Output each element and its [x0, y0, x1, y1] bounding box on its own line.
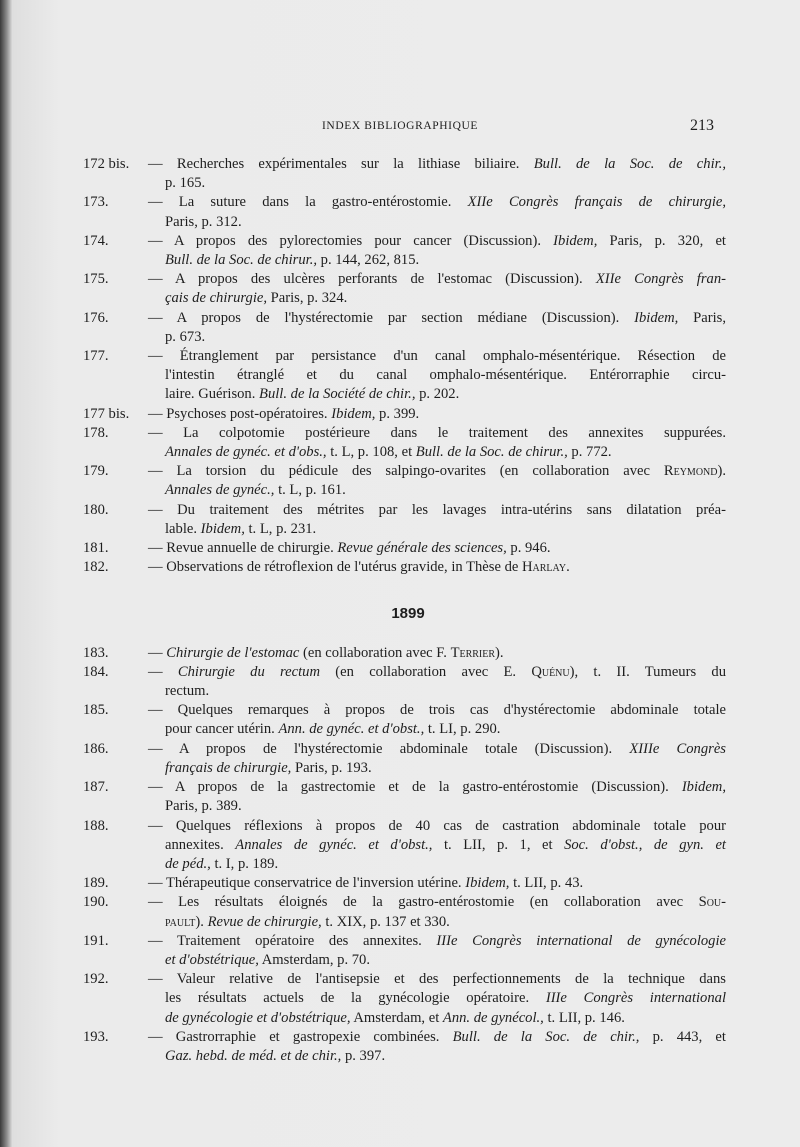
citation-title: Ibidem, [465, 875, 510, 892]
bibliography-entry [0, 232, 800, 270]
citation-title: Revue de chirurgie, [207, 913, 322, 930]
entry-line: les résultats actuels de la gynécologie opératoire. IIIe Congrès international [165, 990, 726, 1007]
entry-line: p. 165. [165, 175, 206, 192]
bibliography-entry [0, 462, 800, 500]
entry-line: et d'obstétrique, Amsterdam, p. 70. [165, 951, 370, 968]
citation-title: Annales de gynéc. et d'obst., [235, 836, 433, 853]
entry-number: 182. [83, 559, 109, 576]
entry-number: 178. [83, 424, 109, 441]
running-head [0, 117, 800, 138]
citation-title: Ibidem, [553, 232, 598, 249]
citation-title: Bull. de la Soc. de chir., [452, 1028, 640, 1045]
entry-line: — Traitement opératoire des annexites. IIIe Congrès international de gynécologie [148, 932, 726, 949]
citation-title: çais de chirurgie, [165, 290, 267, 307]
bibliography-entry [0, 405, 800, 424]
running-head-title: INDEX BIBLIOGRAPHIQUE [322, 120, 479, 132]
citation-title: IIIe Congrès international de gynécologie [436, 932, 726, 949]
bibliography-entry [0, 701, 800, 739]
entry-number: 177 bis. [83, 405, 130, 422]
bibliography-entry [0, 970, 800, 1028]
entry-line: — Gastrorraphie et gastropexie combinées. Bull. de la Soc. de chir., p. 443, et [148, 1028, 726, 1045]
author-name: Reymond [663, 463, 718, 480]
entry-line: Annales de gynéc. et d'obs., t. L, p. 108, et Bull. de la Soc. de chirur., p. 772. [165, 444, 612, 461]
entry-number: 172 bis. [83, 156, 130, 172]
entry-line: de péd., t. I, p. 189. [165, 855, 279, 872]
entry-number: 193. [83, 1028, 109, 1045]
citation-title: Soc. d'obst., de gyn. et [564, 836, 726, 853]
entry-line: de gynécologie et d'obstétrique, Amsterdam, et Ann. de gynécol., t. LII, p. 146. [165, 1009, 625, 1026]
bibliography-entry [0, 539, 800, 558]
bibliography-entry [0, 663, 800, 701]
citation-title: et d'obstétrique, [165, 951, 259, 968]
entry-line: Paris, p. 389. [165, 798, 242, 815]
citation-title: Annales de gynéc., [165, 482, 275, 499]
entry-line: — Observations de rétroflexion de l'utérus gravide, in Thèse de Harlay. [148, 559, 570, 576]
entry-line: laire. Guérison. Bull. de la Société de chir., p. 202. [165, 386, 460, 403]
bibliography-entry [0, 778, 800, 816]
entry-line: — Quelques réflexions à propos de 40 cas de castration abdominale totale pour [148, 817, 726, 834]
entry-number: 190. [83, 894, 109, 911]
year-heading: 1899 [391, 605, 425, 623]
entry-line: — La torsion du pédicule des salpingo-ovarites (en collaboration avec Reymond). [148, 463, 726, 480]
bibliography-entry [0, 932, 800, 970]
author-name: Terrier [450, 644, 496, 661]
entry-line: Paris, p. 312. [165, 213, 242, 230]
entry-line: — Thérapeutique conservatrice de l'inversion utérine. Ibidem, t. LII, p. 43. [148, 875, 584, 892]
bibliography-entry [0, 817, 800, 875]
entry-line: — La suture dans la gastro-entérostomie. XIIe Congrès français de chirurgie, [148, 194, 727, 211]
citation-title: Bull. de la Soc. de chirur., [165, 252, 317, 269]
citation-title: Annales de gynéc. et d'obs., [165, 444, 327, 461]
entry-line: — A propos des ulcères perforants de l'estomac (Discussion). XIIe Congrès fran- [148, 271, 726, 288]
bibliography-entry [0, 501, 800, 539]
citation-title: de péd., [165, 855, 211, 872]
entry-number: 174. [83, 232, 109, 249]
entry-line: — A propos de l'hystérectomie abdominale totale (Discussion). XIIIe Congrès [148, 740, 726, 757]
citation-title: IIIe Congrès international [545, 990, 726, 1007]
citation-title: Gaz. hebd. de méd. et de chir., [165, 1047, 342, 1064]
entries-1899 [0, 644, 800, 1066]
entry-line: lable. Ibidem, t. L, p. 231. [165, 520, 317, 537]
entry-number: 175. [83, 271, 109, 288]
entry-line: rectum. [165, 683, 210, 700]
citation-title: Revue générale des sciences, [337, 540, 507, 557]
entry-line: pault). Revue de chirurgie, t. XIX, p. 137 et 330. [165, 913, 450, 930]
author-name: Harlay [522, 559, 567, 576]
entry-line: Annales de gynéc., t. L, p. 161. [165, 482, 346, 499]
entry-line: — Psychoses post-opératoires. Ibidem, p. 399. [148, 405, 420, 422]
bibliography-entry [0, 193, 800, 231]
entry-line: — Valeur relative de l'antisepsie et des perfectionnements de la technique dans [148, 971, 726, 988]
citation-title: XIIIe Congrès [629, 740, 726, 757]
entry-number: 181. [83, 540, 109, 557]
citation-title: Ann. de gynécol., [442, 1009, 544, 1026]
entry-number: 177. [83, 348, 109, 365]
entry-line: — Chirurgie de l'estomac (en collaboration avec F. Terrier). [148, 644, 504, 661]
bibliography-entry [0, 874, 800, 893]
entry-number: 173. [83, 194, 109, 211]
bibliography-entry [0, 424, 800, 462]
entry-line: çais de chirurgie, Paris, p. 324. [165, 290, 348, 307]
entry-number: 188. [83, 817, 109, 834]
author-name: Sou- [698, 894, 726, 911]
entry-number: 191. [83, 932, 109, 949]
citation-title: Bull. de la Soc. de chir., [533, 156, 726, 172]
entry-number: 183. [83, 644, 109, 661]
author-name: Quénu [531, 663, 570, 680]
bibliography-entry [0, 1028, 800, 1066]
entries-1898 [0, 155, 800, 577]
entry-number: 184. [83, 663, 109, 680]
entry-line: l'intestin étranglé et du canal omphalo-mésentérique. Entérorraphie circu- [165, 367, 726, 384]
entry-line: — Revue annuelle de chirurgie. Revue générale des sciences, p. 946. [148, 540, 551, 557]
citation-title: Bull. de la Soc. de chirur., [415, 444, 568, 461]
entry-line: p. 673. [165, 328, 206, 345]
citation-title: Bull. de la Société de chir., [259, 386, 416, 403]
bibliography-entry [0, 309, 800, 347]
citation-title: Ibidem, [634, 309, 679, 326]
entry-line: — La colpotomie postérieure dans le traitement des annexites suppurées. [148, 424, 726, 441]
entry-line: Bull. de la Soc. de chirur., p. 144, 262, 815. [165, 252, 420, 269]
citation-title: Ann. de gynéc. et d'obst., [278, 721, 425, 738]
citation-title: Chirurgie de l'estomac [166, 644, 300, 661]
entry-line: — A propos des pylorectomies pour cancer (Discussion). Ibidem, Paris, p. 320, et [148, 232, 726, 249]
entry-line: Gaz. hebd. de méd. et de chir., p. 397. [165, 1047, 386, 1064]
bibliography-entry [0, 644, 800, 663]
entry-line: pour cancer utérin. Ann. de gynéc. et d'obst., t. LI, p. 290. [165, 721, 501, 738]
author-name: pault [165, 913, 196, 930]
entry-number: 187. [83, 779, 109, 796]
bibliography-entry [0, 740, 800, 778]
entry-line: annexites. Annales de gynéc. et d'obst., t. LII, p. 1, et Soc. d'obst., de gyn. et [165, 836, 726, 853]
bibliography-entry [0, 558, 800, 577]
entry-number: 192. [83, 971, 109, 988]
entry-number: 186. [83, 740, 109, 757]
entry-number: 180. [83, 501, 109, 518]
entry-line: — Chirurgie du rectum (en collaboration avec E. Quénu), t. II. Tumeurs du [148, 663, 726, 680]
entry-line: français de chirurgie, Paris, p. 193. [165, 759, 372, 776]
entry-line: — Recherches expérimentales sur la lithiase biliaire. Bull. de la Soc. de chir., [148, 156, 726, 172]
citation-title: Chirurgie du rectum [177, 663, 321, 680]
bibliography-entry [0, 155, 800, 193]
bibliography-entry [0, 270, 800, 308]
entry-number: 176. [83, 309, 109, 326]
bibliography-index [0, 155, 800, 1066]
citation-title: Ibidem, [331, 405, 376, 422]
entry-line: — Quelques remarques à propos de trois cas d'hystérectomie abdominale totale [148, 702, 726, 719]
entry-number: 185. [83, 702, 109, 719]
citation-title: XIIe Congrès fran- [595, 271, 726, 288]
entry-line: — A propos de l'hystérectomie par section médiane (Discussion). Ibidem, Paris, [148, 309, 726, 326]
page-number: 213 [690, 117, 714, 134]
entry-line: — Du traitement des métrites par les lavages intra-utérins sans dilatation préa- [148, 501, 726, 518]
entry-number: 189. [83, 875, 109, 892]
citation-title: français de chirurgie, [165, 759, 292, 776]
citation-title: de gynécologie et d'obstétrique, [165, 1009, 351, 1026]
citation-title: Ibidem, [681, 779, 726, 796]
bibliography-entry [0, 347, 800, 405]
entry-number: 179. [83, 463, 109, 480]
entry-line: — Étranglement par persistance d'un canal omphalo-mésentérique. Résection de [148, 348, 726, 365]
citation-title: Ibidem, [200, 520, 245, 537]
citation-title: XIIe Congrès français de chirurgie, [467, 194, 727, 211]
bibliography-entry [0, 893, 800, 931]
entry-line: — A propos de la gastrectomie et de la gastro-entérostomie (Discussion). Ibidem, [148, 779, 726, 796]
entry-line: — Les résultats éloignés de la gastro-entérostomie (en collaboration avec Sou- [148, 894, 726, 911]
